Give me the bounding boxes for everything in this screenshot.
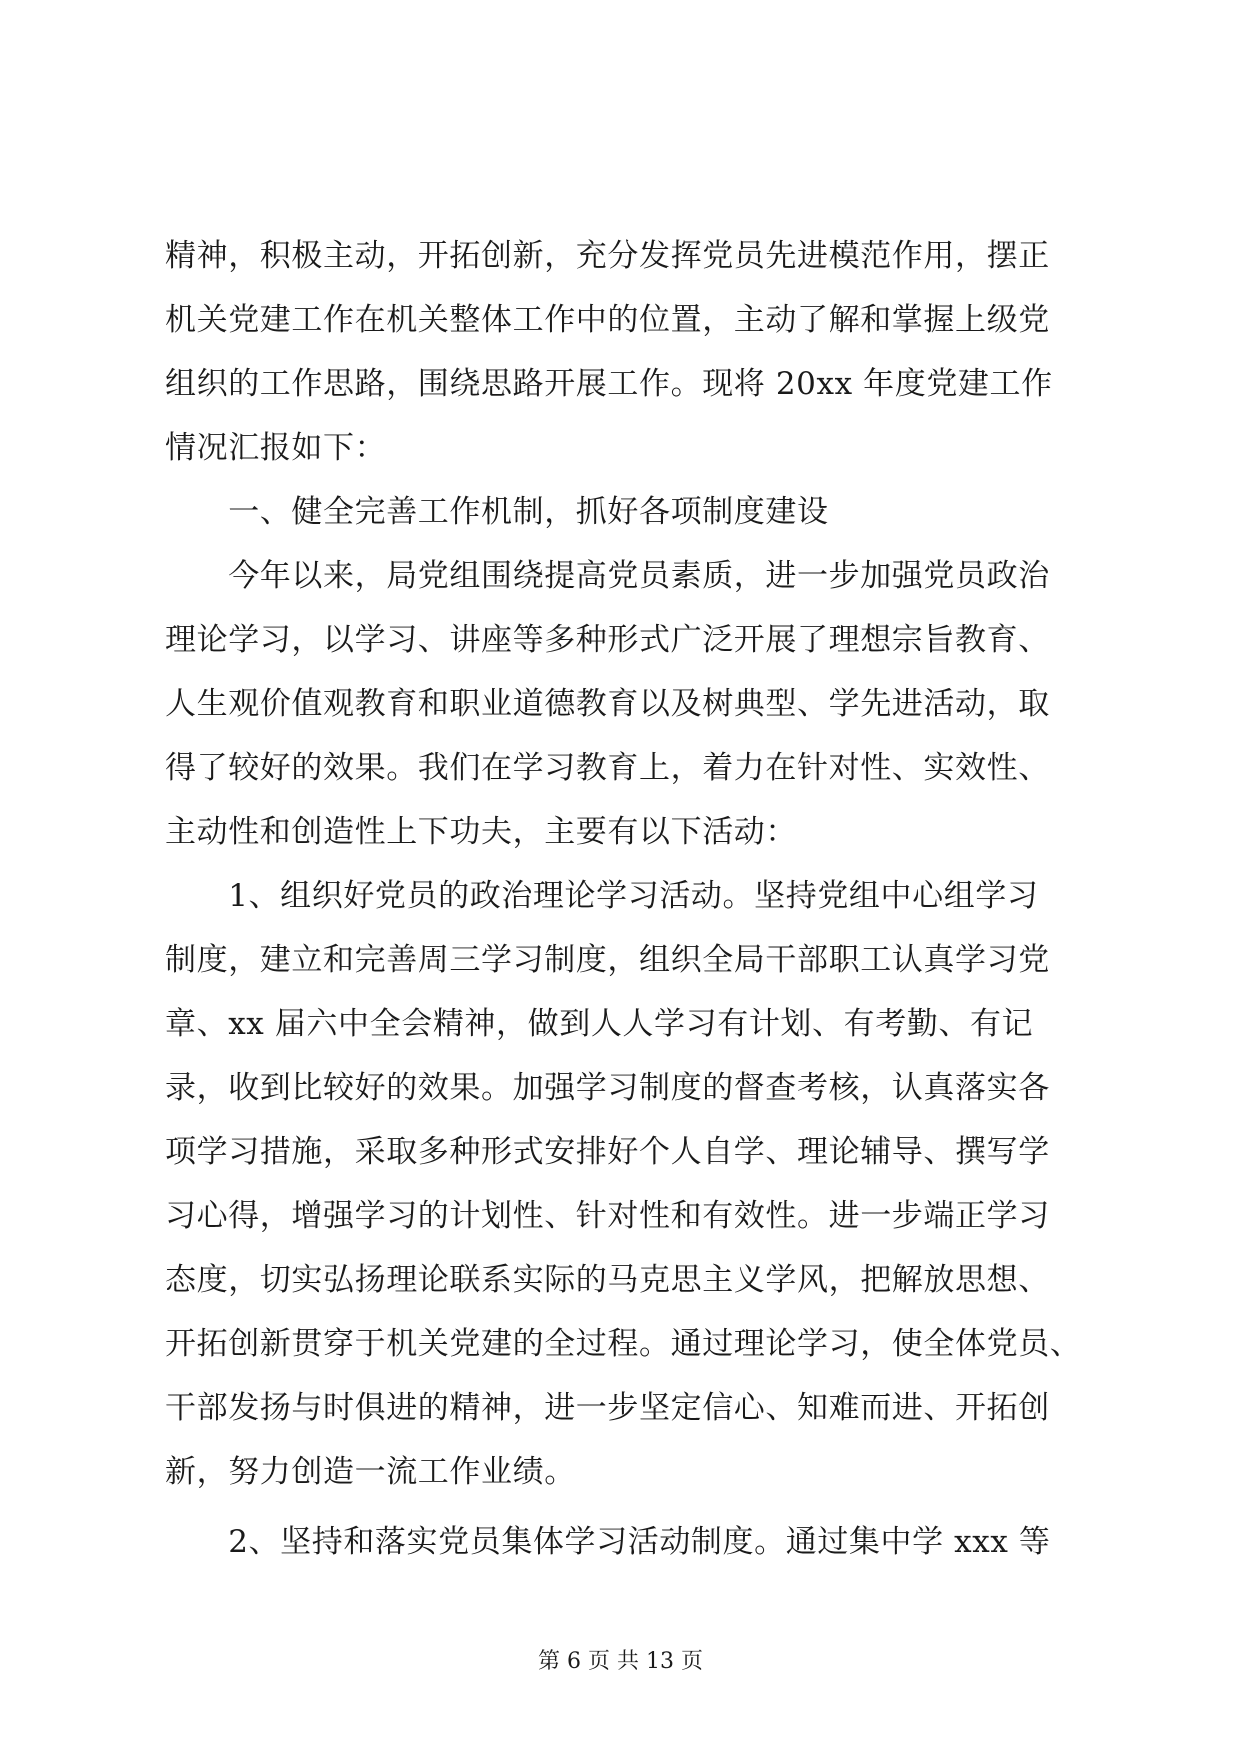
text-line: 态度，切实弘扬理论联系实际的马克思主义学风，把解放思想、 <box>165 1262 1050 1298</box>
text-line: 1、组织好党员的政治理论学习活动。坚持党组中心组学习 <box>165 878 1039 914</box>
text-line: 新，努力创造一流工作业绩。 <box>165 1454 576 1490</box>
section-heading: 一、健全完善工作机制，抓好各项制度建设 <box>165 494 829 530</box>
text-line: 干部发扬与时俱进的精神，进一步坚定信心、知难而进、开拓创 <box>165 1390 1050 1426</box>
text-line: 机关党建工作在机关整体工作中的位置，主动了解和掌握上级党 <box>165 302 1050 338</box>
page-number-label: 第 6 页 共 13 页 <box>538 1649 703 1674</box>
text-line: 项学习措施，采取多种形式安排好个人自学、理论辅导、撰写学 <box>165 1134 1050 1170</box>
text-line: 2、坚持和落实党员集体学习活动制度。通过集中学 xxx 等 <box>165 1524 1051 1560</box>
text-line: 今年以来，局党组围绕提高党员素质，进一步加强党员政治 <box>165 558 1050 594</box>
text-line: 录，收到比较好的效果。加强学习制度的督查考核，认真落实各 <box>165 1070 1050 1106</box>
text-line: 组织的工作思路，围绕思路开展工作。现将 20xx 年度党建工作 <box>165 366 1053 402</box>
text-line: 精神，积极主动，开拓创新，充分发挥党员先进模范作用，摆正 <box>165 238 1050 274</box>
text-line: 得了较好的效果。我们在学习教育上，着力在针对性、实效性、 <box>165 750 1050 786</box>
text-line: 制度，建立和完善周三学习制度，组织全局干部职工认真学习党 <box>165 942 1050 978</box>
text-line: 主动性和创造性上下功夫，主要有以下活动： <box>165 814 797 850</box>
text-line: 习心得，增强学习的计划性、针对性和有效性。进一步端正学习 <box>165 1198 1050 1234</box>
text-line: 情况汇报如下： <box>165 430 387 466</box>
text-line: 人生观价值观教育和职业道德教育以及树典型、学先进活动，取 <box>165 686 1050 722</box>
document-body <box>165 224 1082 1574</box>
text-line: 章、xx 届六中全会精神，做到人人学习有计划、有考勤、有记 <box>165 1006 1034 1042</box>
page-footer <box>0 1647 1241 1677</box>
text-line: 理论学习，以学习、讲座等多种形式广泛开展了理想宗旨教育、 <box>165 622 1050 658</box>
text-line: 开拓创新贯穿于机关党建的全过程。通过理论学习，使全体党员、 <box>165 1326 1082 1362</box>
